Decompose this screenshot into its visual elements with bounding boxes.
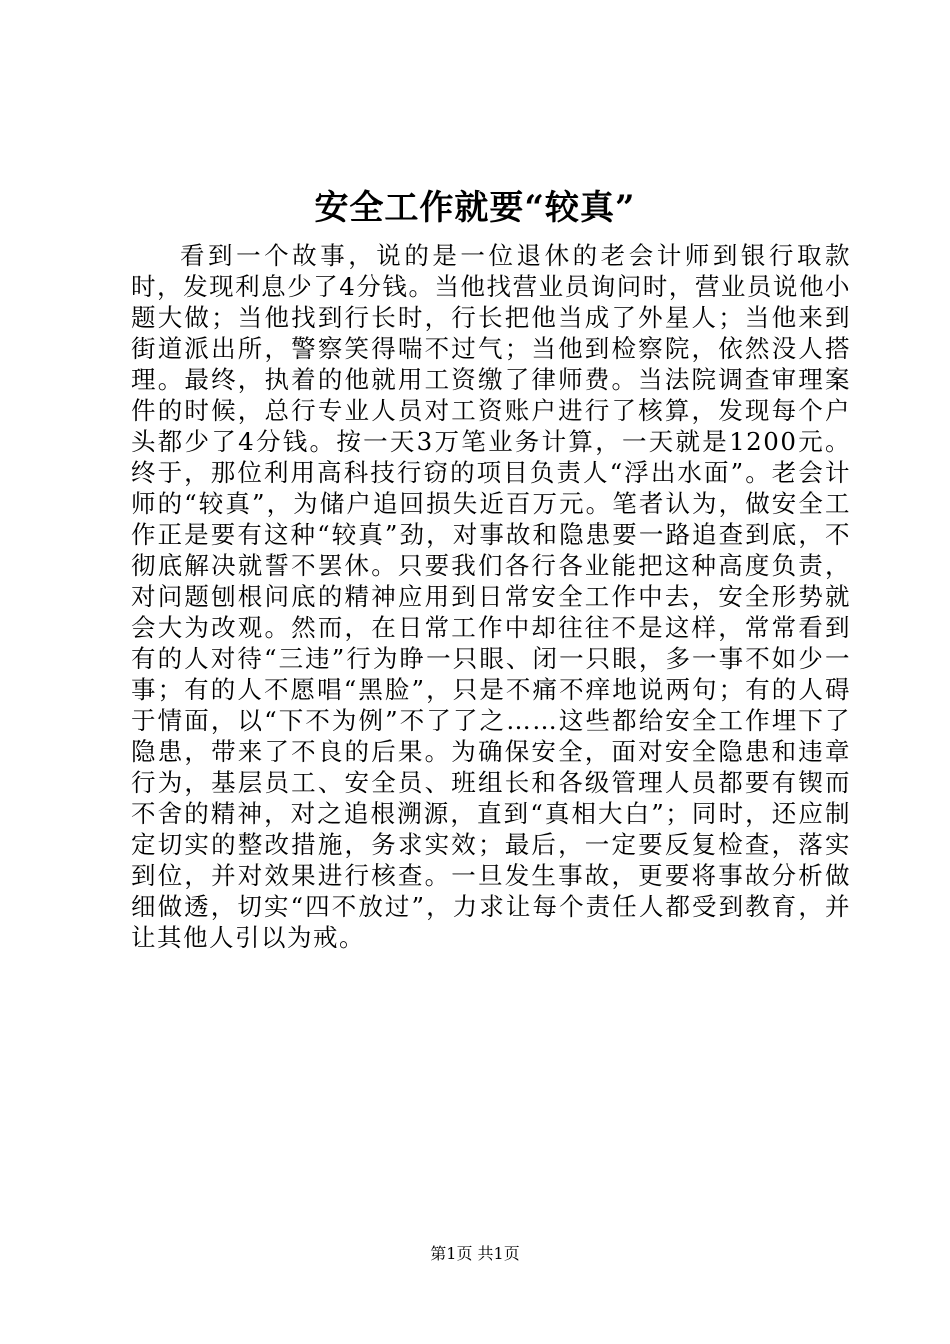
document-title: 安全工作就要“较真”: [314, 188, 636, 228]
page-footer: 第1页 共1页: [430, 1244, 520, 1263]
document-body-paragraph: 看到一个故事，说的是一位退休的老会计师到银行取款时，发现利息少了4分钱。当他找营业员询问时，营业员说他小题大做；当他找到行长时，行长把他当成了外星人；当他来到街道派出所，警察笑得喘不过气；当他到检察院，依然没人搭理。最终，执着的他就用工资缴了律师费。当法院调查审理案件的时候，总行专业人员对工资账户进行了核算，发现每个户头都少了4分钱。按一天3万笔业务计算，一天就是1200元。终于，那位利用高科技行窃的项目负责人“浮出水面”。老会计师的“较真”，为储户追回损失近百万元。笔者认为，做安全工作正是要有这种“较真”劲，对事故和隐患要一路追查到底，不彻底解决就誓不罢休。只要我们各行各业能把这种高度负责，对问题刨根问底的精神应用到日常安全工作中去，安全形势就会大为改观。然而，在日常工作中却往往不是这样，常常看到有的人对待“三违”行为睁一只眼、闭一只眼，多一事不如少一事；有的人不愿唱“黑脸”，只是不痛不痒地说两句；有的人碍于情面，以“下不为例”不了了之……这些都给安全工作埋下了隐患，带来了不良的后果。为确保安全，面对安全隐患和违章行为，基层员工、安全员、班组长和各级管理人员都要有锲而不舍的精神，对之追根溯源，直到“真相大白”；同时，还应制定切实的整改措施，务求实效；最后，一定要反复检查，落实到位，并对效果进行核查。一旦发生事故，更要将事故分析做细做透，切实“四不放过”，力求让每个责任人都受到教育，并让其他人引以为戒。: [131, 241, 851, 952]
